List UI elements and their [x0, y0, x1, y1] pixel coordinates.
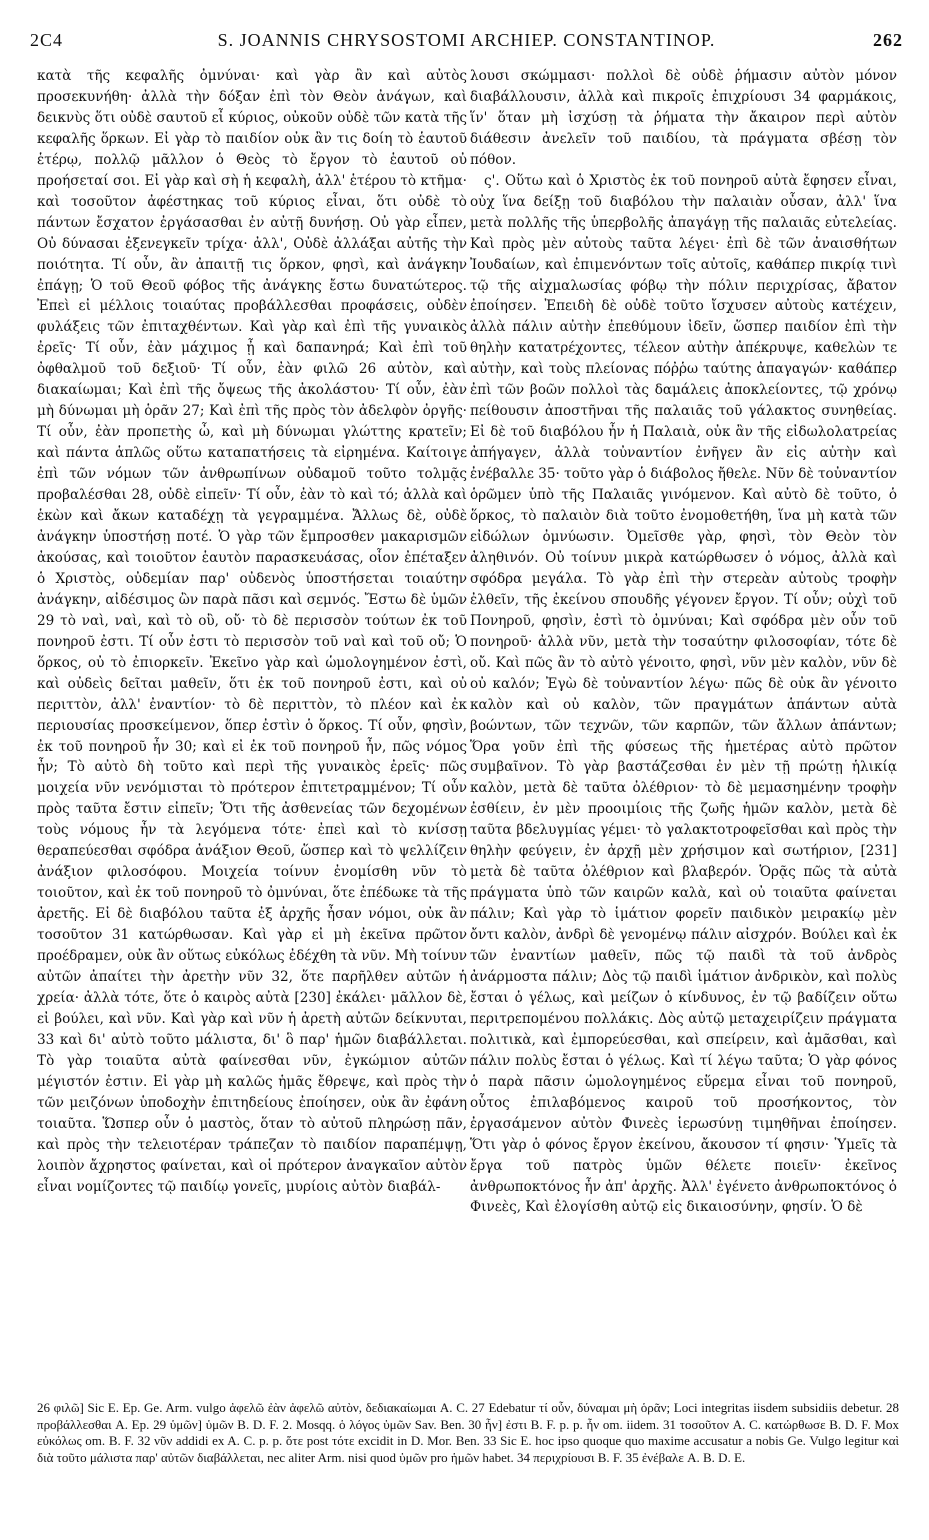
footnote-text: 26 φιλῶ] Sic E. Ep. Ge. Arm. vulgo ἀφελῶ ἐὰν ἀφελῶ αὐτὸν, δεδιακαίωμαι A. C. 27 Edebatur τί οὖν, δύναμαι μὴ ὁρᾶν; Loci integritas iisdem subsidiis debetur. 28 προβάλλεσθαι A. Ep. 29 ὑμῶν] ὑμῶν B. D. F. 2. Mosqq. ὁ λόγος ὑμῶν Sav. Ben. 30 ἦν] ἐστι B. F. p. p. ἦν om. iidem. 31 τοσοῦτον A. C. κατώρθωσε B. D. F. Mox εὐκόλως om. B. F. 32 νῦν addidi ex A. C. p. p. ὅτε post τότε excidit in D. Mor. Ben. 33 Sic E. hoc ipso quoque quo maxime accusatur a nobis Ge. Vulgo legitur καὶ διὰ τοῦτο μάλιστα παρ' αὐτῶν διαβάλλεται, nec aliter Arm. nisi quod ὑμῶν pro ἡμῶν habet. 34 περιχρίουσι B. F. 35 ἐνέβαλε A. B. D. E.	[37, 1400, 899, 1466]
footnotes	[37, 1400, 899, 1467]
page-number-right: 262	[873, 30, 903, 50]
running-title: S. JOANNIS CHRYSOSTOMI ARCHIEP. CONSTANTINOP.	[217, 30, 716, 50]
running-header	[30, 30, 903, 56]
right-column-paragraph-1: λουσι σκώμμασι· πολλοὶ δὲ οὐδὲ ῥήμασιν αὐτὸν μόνον διαβάλλουσιν, ἀλλὰ καὶ πικροῖς ἐπιχρίουσι 34 φαρμάκοις, ἵν' ὅταν μὴ ἰσχύσῃ τὰ ῥήματα τὴν ἄκαιρον περὶ αὐτὸν διάθεσιν ἀνελεῖν τοῦ παιδίου, τὰ πράγματα σβέσῃ τὸν πόθον.	[470, 68, 897, 168]
right-column-paragraph-2: ς'. Οὕτω καὶ ὁ Χριστὸς ἐκ τοῦ πονηροῦ αὐτὰ ἔφησεν εἶναι, οὐχ ἵνα δείξῃ τοῦ διαβόλου τὴν παλαιὰν οὖσαν, ἀλλ' ἵνα μετὰ πολλῆς τῆς ὑπερβολῆς ἀπαγάγῃ τῆς παλαιᾶς εὐτελείας. Καὶ πρὸς μὲν αὐτοὺς ταῦτα λέγει· ἐπὶ δὲ τῶν ἀναισθήτων Ἰουδαίων, καὶ ἐπιμενόντων τοῖς αὐτοῖς, καθάπερ πικρίᾳ τινὶ τῷ τῆς αἰχμαλωσίας φόβῳ τὴν πόλιν περιχρίσας, ἄβατον ἐποίησεν. Ἐπειδὴ δὲ οὐδὲ τοῦτο ἴσχυσεν αὐτοὺς κατέχειν, ἀλλὰ πάλιν αὐτὴν ἐπεθύμουν ἰδεῖν, ὥσπερ παιδίον ἐπὶ τὴν θηλὴν κατατρέχοντες, τέλεον αὐτὴν ἀπέκρυψε, καθελὼν τε αὐτὴν, καὶ τοὺς πλείονας πόῤῥω ταύτης ἀπαγαγών· καθάπερ ἐπὶ τῶν βοῶν πολλοὶ τὰς δαμάλεις ἀποκλείοντες, τῷ χρόνῳ πείθουσιν ἀποστῆναι τῆς παλαιᾶς τοῦ γάλακτος συνηθείας. Εἰ δὲ τοῦ διαβόλου ἦν ἡ Παλαιὰ, οὐκ ἂν τῆς εἰδωλολατρείας ἀπήγαγεν, ἀλλὰ τοὐναντίον ἐνῆγεν ἂν εἰς αὐτὴν καὶ ἐνέβαλλε 35· τοῦτο γὰρ ὁ διάβολος ἤθελε. Νῦν δὲ τοὐναντίον ὁρῶμεν ὑπὸ τῆς Παλαιᾶς γινόμενον. Καὶ αὐτὸ δὲ τοῦτο, ὁ ὅρκος, τὸ παλαιὸν διὰ τοῦτο ἐνομοθετήθη, ἵνα μὴ κατὰ τῶν εἰδώλων ὀμνύωσιν. Ὀμεῖσθε γὰρ, φησὶ, τὸν Θεὸν τὸν ἀληθινόν. Οὐ τοίνυν μικρὰ κατώρθωσεν ὁ νόμος, ἀλλὰ καὶ σφόδρα μεγάλα. Τὸ γὰρ ἐπὶ τὴν στερεὰν αὐτοὺς τροφὴν ἐλθεῖν, τῆς ἐκείνου σπουδῆς γέγονεν ἔργον. Τί οὖν; οὐχὶ τοῦ Πονηροῦ, φησὶν, ἐστὶ τὸ ὀμνύναι; Καὶ σφόδρα μὲν οὖν τοῦ πονηροῦ· ἀλλὰ νῦν, μετὰ τὴν τοσαύτην φιλοσοφίαν, τότε δὲ οὔ. Καὶ πῶς ἂν τὸ αὐτὸ γένοιτο, φησὶ, νῦν μὲν καλὸν, νῦν δὲ οὐ καλόν; Ἐγὼ δὲ τοὐναντίον λέγω· πῶς δὲ οὐκ ἂν γένοιτο καλὸν καὶ οὐ καλὸν, τῶν πραγμάτων ἁπάντων αὐτὰ βοώντων, τῶν τεχνῶν, τῶν καρπῶν, τῶν ἄλλων ἁπάντων; Ὅρα γοῦν ἐπὶ τῆς φύσεως τῆς ἡμετέρας αὐτὸ πρῶτον συμβαῖνον. Τὸ γὰρ βαστάζεσθαι ἐν μὲν τῇ πρώτῃ ἡλικίᾳ καλὸν, μετὰ δὲ ταῦτα ὀλέθριον· τὸ δὲ μεμασημένην τροφὴν ἐσθίειν, ἐν μὲν προοιμίοις τῆς ζωῆς ἡμῶν καλὸν, μετὰ δὲ ταῦτα βδελυγμίας γέμει· τὸ γαλακτοτροφεῖσθαι καὶ πρὸς τὴν θηλὴν φεύγειν, ἐν ἀρχῇ μὲν χρήσιμον καὶ σωτήριον, [231] μετὰ δὲ ταῦτα ὀλέθριον καὶ βλαβερόν. Ὁρᾷς πῶς τὰ αὐτὰ πράγματα ὑπὸ τῶν καιρῶν καλὰ, καὶ οὐ τοιαῦτα φαίνεται πάλιν; Καὶ γὰρ τὸ ἱμάτιον φορεῖν παιδικὸν μειρακίῳ μὲν ὄντι καλὸν, ἀνδρὶ δὲ γενομένῳ πάλιν αἰσχρόν. Βούλει καὶ ἐκ τῶν ἐναντίων μαθεῖν, πῶς τῷ παιδὶ τὰ τοῦ ἀνδρὸς ἀνάρμοστα πάλιν; Δὸς τῷ παιδὶ ἱμάτιον ἀνδρικὸν, καὶ πολὺς ἔσται ὁ γέλως, καὶ μείζων ὁ κίνδυνος, ἐν τῷ βαδίζειν οὕτω περιτρεπομένου πολλάκις. Δὸς αὐτῷ μεταχειρίζειν πράγματα πολιτικὰ, καὶ ἐμπορεύεσθαι, καὶ σπείρειν, καὶ ἀμᾶσθαι, καὶ πάλιν πολὺς ἔσται ὁ γέλως. Καὶ τί λέγω ταῦτα; Ὁ γὰρ φόνος ὁ παρὰ πᾶσιν ὡμολογημένος εὕρεμα εἶναι τοῦ πονηροῦ, οὗτος ἐπιλαβόμενος καιροῦ τοῦ προσήκοντος, τὸν ἐργασάμενον αὐτὸν Φινεὲς ἱερωσύνῃ τιμηθῆναι ἐποίησεν. Ὅτι γὰρ ὁ φόνος ἔργον ἐκείνου, ἄκουσον τί φησιν· Ὑμεῖς τὰ ἔργα τοῦ πατρὸς ὑμῶν θέλετε ποιεῖν· ἐκεῖνος ἀνθρωποκτόνος ἦν ἀπ' ἀρχῆς. Ἀλλ' ἐγένετο ἀνθρωποκτόνος ὁ Φινεὲς, Καὶ ἐλογίσθη αὐτῷ εἰς δικαιοσύνην, φησίν. Ὁ δὲ	[470, 172, 897, 1216]
page-number-left: 2C4	[30, 30, 64, 50]
right-column	[470, 66, 897, 1218]
left-column-paragraph: κατὰ τῆς κεφαλῆς ὀμνύναι· καὶ γὰρ ἂν καὶ αὐτὸς προσεκυνήθη· ἀλλὰ τὴν δόξαν ἐπὶ τὸν Θεὸν ἀνάγων, καὶ δεικνὺς ὅτι οὐδὲ σαυτοῦ εἶ κύριος, οὐκοῦν οὐδὲ τῶν κατὰ τῆς κεφαλῆς ὅρκων. Εἰ γὰρ τὸ παιδίον οὐκ ἂν τις δοίη τὸ ἑαυτοῦ ἑτέρῳ, πολλῷ μᾶλλον ὁ Θεὸς τὸ ἔργον τὸ ἑαυτοῦ οὐ προήσεταί σοι. Εἰ γὰρ καὶ σὴ ἡ κεφαλὴ, ἀλλ' ἑτέρου τὸ κτῆμα· καὶ τοσοῦτον ἀφέστηκας τοῦ κύριος εἶναι, ὅτι οὐδὲ τὸ πάντων ἔσχατον ἐργάσασθαι ἐν αὐτῇ δυνήσῃ. Οὐ γὰρ εἶπεν, Οὐ δύνασαι ἐξενεγκεῖν τρίχα· ἀλλ', Οὐδὲ ἀλλάξαι αὐτῆς τὴν ποιότητα. Τί οὖν, ἂν ἀπαιτῇ τις ὅρκον, φησὶ, καὶ ἀνάγκην ἐπάγῃ; Ὁ τοῦ Θεοῦ φόβος τῆς ἀνάγκης ἔστω δυνατώτερος. Ἐπεὶ εἰ μέλλοις τοιαύτας προβάλλεσθαι προφάσεις, οὐδὲν φυλάξεις τῶν ἐπιταχθέντων. Καὶ γὰρ καὶ ἐπὶ τῆς γυναικὸς ἐρεῖς· Τί οὖν, ἐὰν μάχιμος ᾖ καὶ δαπανηρά; Καὶ ἐπὶ τοῦ ὀφθαλμοῦ τοῦ δεξιοῦ· Τί οὖν, ἐὰν φιλῶ 26 αὐτὸν, καὶ διακαίωμαι; Καὶ ἐπὶ τῆς ὄψεως τῆς ἀκολάστου· Τί οὖν, ἐὰν μὴ δύνωμαι μὴ ὁρᾶν 27; Καὶ ἐπὶ τῆς πρὸς τὸν ἀδελφὸν ὀργῆς· Τί οὖν, ἐὰν προπετὴς ὦ, καὶ μὴ δύνωμαι γλώττης κρατεῖν; καὶ πάντα ἁπλῶς οὕτω καταπατήσεις τὰ εἰρημένα. Καίτοιγε ἐπὶ τῶν νόμων τῶν ἀνθρωπίνων οὐδαμοῦ τοῦτο τολμᾷς προβαλέσθαι 28, οὐδὲ εἰπεῖν· Τί οὖν, ἐὰν τὸ καὶ τό; ἀλλὰ καὶ ἑκὼν καὶ ἄκων καταδέχῃ τὰ γεγραμμένα. Ἄλλως δὲ, οὐδὲ ἀνάγκην ὑποστήσῃ ποτέ. Ὁ γὰρ τῶν ἔμπροσθεν μακαρισμῶν ἀκούσας, καὶ τοιοῦτον ἑαυτὸν παρασκευάσας, οἷον ἐπέταξεν ὁ Χριστὸς, οὐδεμίαν παρ' οὐδενὸς ὑποστήσεται τοιαύτην ἀνάγκην, αἰδέσιμος ὢν παρὰ πᾶσι καὶ σεμνός. Ἔστω δὲ ὑμῶν 29 τὸ ναὶ, ναὶ, καὶ τὸ οὒ, οὔ· τὸ δὲ περισσὸν τούτων ἐκ τοῦ πονηροῦ ἐστι. Τί οὖν ἐστι τὸ περισσὸν τοῦ ναὶ καὶ τοῦ οὔ; Ὁ ὅρκος, οὐ τὸ ἐπιορκεῖν. Ἐκεῖνο γὰρ καὶ ὡμολογημένον ἐστὶ, καὶ οὐδεὶς δεῖται μαθεῖν, ὅτι ἐκ τοῦ πονηροῦ ἐστι, καὶ οὐ περιττὸν, ἀλλ' ἐναντίον· τὸ δὲ περιττὸν, τὸ πλέον καὶ ἐκ περιουσίας προσκείμενον, ὅπερ ἐστὶν ὁ ὅρκος. Τί οὖν, φησὶν, ἐκ τοῦ πονηροῦ ἦν 30; καὶ εἰ ἐκ τοῦ πονηροῦ ἦν, πῶς νόμος ἦν; Τὸ αὐτὸ δὴ τοῦτο καὶ περὶ τῆς γυναικὸς ἐρεῖς· πῶς μοιχεία νῦν νενόμισται τὸ πρότερον ἐπιτετραμμένον; Τί οὖν πρὸς ταῦτα ἔστιν εἰπεῖν; Ὅτι τῆς ἀσθενείας τῶν δεχομένων τοὺς νόμους ἦν τὰ λεγόμενα τότε· ἐπεὶ καὶ τὸ κνίσσῃ θεραπεύεσθαι σφόδρα ἀνάξιον Θεοῦ, ὥσπερ καὶ τὸ ψελλίζειν ἀνάξιον φιλοσόφου. Μοιχεία τοίνυν ἐνομίσθη νῦν τὸ τοιοῦτον, καὶ ἐκ τοῦ πονηροῦ τὸ ὀμνύναι, ὅτε ἐπέδωκε τὰ τῆς ἀρετῆς. Εἰ δὲ διαβόλου ταῦτα ἐξ ἀρχῆς ἦσαν νόμοι, οὐκ ἂν τοσοῦτον 31 κατώρθωσαν. Καὶ γὰρ εἰ μὴ ἐκεῖνα πρῶτον προέδραμεν, οὐκ ἂν οὕτως εὐκόλως ἐδέχθη τὰ νῦν. Μὴ τοίνυν αὐτῶν ἀπαίτει τὴν ἀρετὴν νῦν 32, ὅτε παρῆλθεν αὐτῶν ἡ χρεία· ἀλλὰ τότε, ὅτε ὁ καιρὸς αὐτὰ [230] ἐκάλει· μᾶλλον δὲ, εἰ βούλει, καὶ νῦν. Καὶ γὰρ καὶ νῦν ἡ ἀρετὴ αὐτῶν δείκνυται, 33 καὶ δι' αὐτὸ τοῦτο μάλιστα, δι' ὃ παρ' ἡμῶν διαβάλλεται. Τὸ γὰρ τοιαῦτα αὐτὰ φαίνεσθαι νῦν, ἐγκώμιον αὐτῶν μέγιστόν ἐστιν. Εἰ γὰρ μὴ καλῶς ἡμᾶς ἔθρεψε, καὶ πρὸς τὴν τῶν μειζόνων ὑποδοχὴν ἐπιτηδείους ἐποίησεν, οὐκ ἂν ἐφάνη τοιαῦτα. Ὥσπερ οὖν ὁ μαστὸς, ὅταν τὸ αὐτοῦ πληρώσῃ πᾶν, καὶ πρὸς τὴν τελειοτέραν τράπεζαν τὸ παιδίον παραπέμψῃ, λοιπὸν ἄχρηστος φαίνεται, καὶ οἱ πρότερον ἀναγκαῖον αὐτὸν εἶναι νομίζοντες τῷ παιδίῳ γονεῖς, μυρίοις αὐτὸν διαβάλ-	[37, 68, 468, 1195]
left-column	[37, 66, 467, 1197]
